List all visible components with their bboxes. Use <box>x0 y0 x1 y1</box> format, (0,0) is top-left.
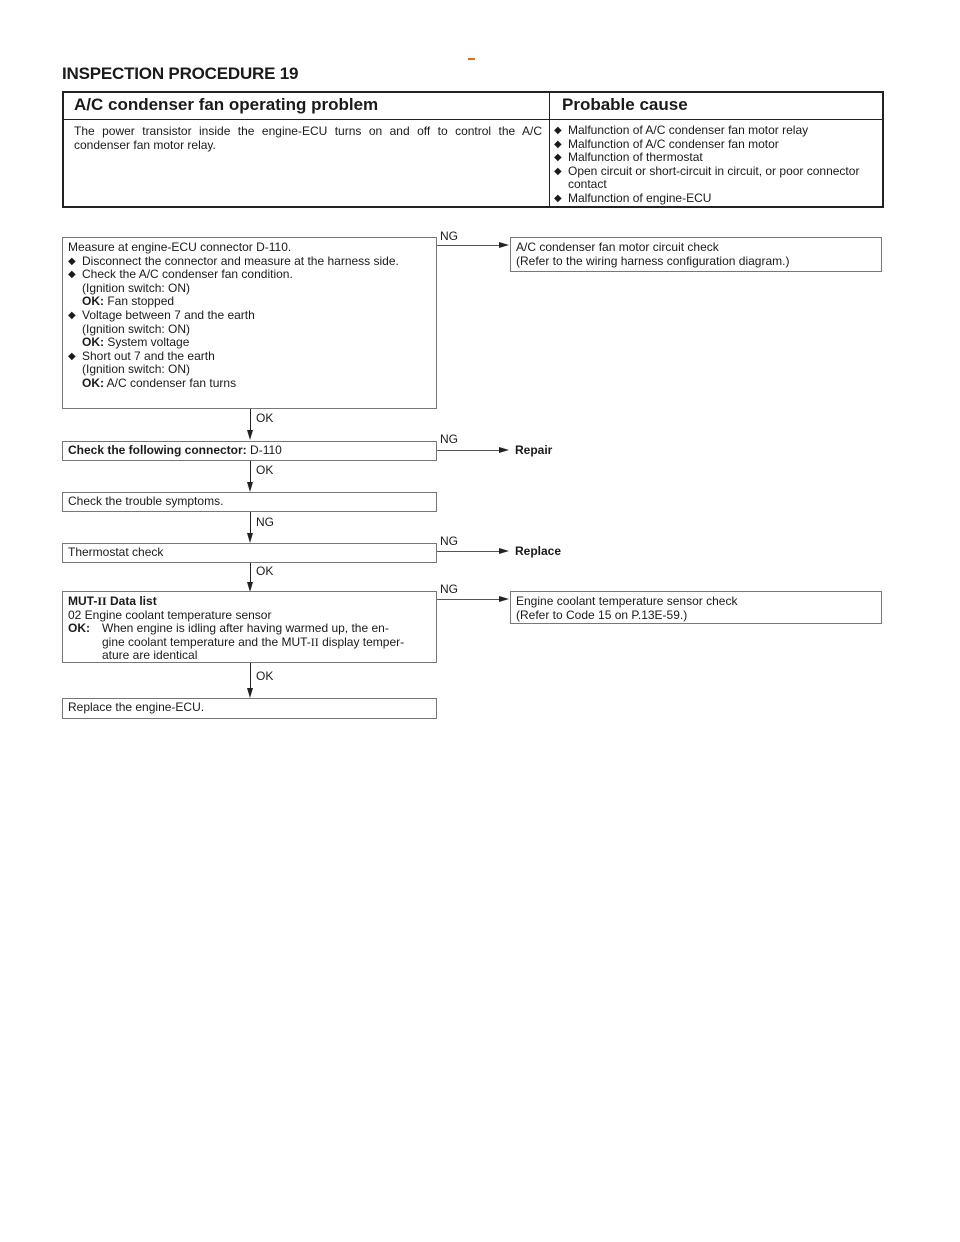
step4-thermostat-box <box>62 543 437 563</box>
step2-ng-result: Repair <box>515 443 553 457</box>
step1-bullet: ◆ Disconnect the connector and measure at the harness side. <box>68 255 431 269</box>
arrow-down-icon <box>247 688 253 698</box>
arrow-right-icon <box>499 447 509 453</box>
step1-condition: (Ignition switch: ON) <box>82 280 191 295</box>
step1-bullet-text: ◆ Check the A/C condenser fan condition. <box>82 267 293 282</box>
step3-ng-label: NG <box>256 515 274 529</box>
step1-bullet-text: ◆ Short out 7 and the earth <box>82 348 215 363</box>
step5-ok-block <box>68 622 431 663</box>
ok-text-line: When engine is idling after having warmed up, the en- <box>102 621 389 636</box>
step5-title <box>68 595 431 609</box>
step1-ng-label: NG <box>440 229 458 243</box>
ok-value: A/C condenser fan turns <box>106 375 237 390</box>
step5-ok-connector <box>250 663 251 689</box>
step4-ok-connector <box>250 563 251 583</box>
step4-title: Thermostat check <box>68 545 164 559</box>
step3-title: Check the trouble symptoms. <box>68 494 224 508</box>
result-line: (Refer to the wiring harness configuration diagram.) <box>516 253 790 268</box>
cause-item: ◆ Open circuit or short-circuit in circuit, or poor connector contact <box>554 165 874 192</box>
arrow-right-icon <box>499 596 509 602</box>
cause-item: ◆ Malfunction of A/C condenser fan motor <box>554 138 874 152</box>
step2-ng-label: NG <box>440 432 458 446</box>
problem-header: A/C condenser fan operating problem <box>74 95 379 114</box>
cause-item: ◆ Malfunction of A/C condenser fan motor relay <box>554 124 874 138</box>
step4-ok-label: OK <box>256 564 274 578</box>
ok-text-part: display temper- <box>318 634 405 649</box>
step1-bullets <box>68 255 431 391</box>
ok-value: System voltage <box>107 335 190 350</box>
result-line: (Refer to Code 15 on P.13E-59.) <box>516 607 688 622</box>
step5-title-suffix: Data list <box>106 594 157 608</box>
step4-ng-label: NG <box>440 534 458 548</box>
step6-replace-ecu-box <box>62 698 437 719</box>
step2-ng-connector <box>437 450 501 451</box>
step5-ng-result-box <box>510 591 882 624</box>
step1-ok-line <box>82 295 431 309</box>
step1-bullet <box>68 350 431 391</box>
cause-item: ◆ Malfunction of thermostat <box>554 151 874 165</box>
ok-value: Fan stopped <box>107 294 175 309</box>
ok-key: OK: <box>68 621 90 636</box>
step5-mut-data-list-box <box>62 591 437 663</box>
arrow-right-icon <box>499 548 509 554</box>
ok-text-roman: II <box>310 634 319 649</box>
step1-bullet <box>68 309 431 350</box>
ok-key: OK: <box>82 294 104 309</box>
step2-title-rest: D-110 <box>250 443 282 457</box>
step5-title-prefix: MUT- <box>68 594 98 608</box>
step5-ok-label: OK <box>256 669 274 683</box>
step1-bullet <box>68 268 431 309</box>
arrow-down-icon <box>247 533 253 543</box>
step4-ng-result: Replace <box>515 544 562 558</box>
step1-ok-line <box>82 377 431 391</box>
result-line: A/C condenser fan motor circuit check <box>516 240 719 254</box>
step1-ng-connector <box>437 245 501 246</box>
table-divider <box>549 93 550 206</box>
step1-ok-line <box>82 336 431 350</box>
step3-connector <box>250 512 251 534</box>
problem-description: The power transistor inside the engine-ECU turns on and off to control the A/C condenser fan motor relay. <box>74 124 542 152</box>
page-top-mark <box>468 58 475 60</box>
cause-list <box>554 124 874 206</box>
arrow-down-icon <box>247 430 253 440</box>
step1-bullet-text: ◆ Voltage between 7 and the earth <box>82 307 255 322</box>
arrow-right-icon <box>499 242 509 248</box>
step1-condition: (Ignition switch: ON) <box>82 362 191 377</box>
step1-measure-box <box>62 237 437 409</box>
step4-ng-connector <box>437 551 501 552</box>
cause-header: Probable cause <box>562 95 688 114</box>
step2-ok-connector <box>250 461 251 483</box>
step2-ok-label: OK <box>256 463 274 477</box>
step5-title-roman: II <box>97 594 107 608</box>
probable-cause-table <box>62 91 884 208</box>
ok-key: OK: <box>82 375 104 390</box>
ok-text-part: gine coolant temperature and the MUT- <box>102 634 311 649</box>
step5-item: 02 Engine coolant temperature sensor <box>68 607 272 622</box>
step3-symptoms-box <box>62 492 437 512</box>
step6-title: Replace the engine-ECU. <box>68 700 205 714</box>
step5-ng-connector <box>437 599 501 600</box>
step1-ok-connector <box>250 409 251 431</box>
step1-ng-result-box <box>510 237 882 272</box>
step2-connector-box <box>62 441 437 461</box>
procedure-title: INSPECTION PROCEDURE 19 <box>62 64 299 83</box>
ok-text-line: ature are identical <box>102 648 198 663</box>
ok-key: OK: <box>82 335 104 350</box>
step5-ng-label: NG <box>440 582 458 596</box>
step1-condition: (Ignition switch: ON) <box>82 321 191 336</box>
cause-item: ◆ Malfunction of engine-ECU <box>554 192 874 206</box>
step1-ok-label: OK <box>256 411 274 425</box>
result-line: Engine coolant temperature sensor check <box>516 594 738 608</box>
step2-title-bold: Check the following connector: <box>68 443 247 457</box>
ok-text-line <box>102 636 404 650</box>
arrow-down-icon <box>247 482 253 492</box>
step1-title: Measure at engine-ECU connector D-110. <box>68 240 292 254</box>
ok-text <box>102 622 404 663</box>
